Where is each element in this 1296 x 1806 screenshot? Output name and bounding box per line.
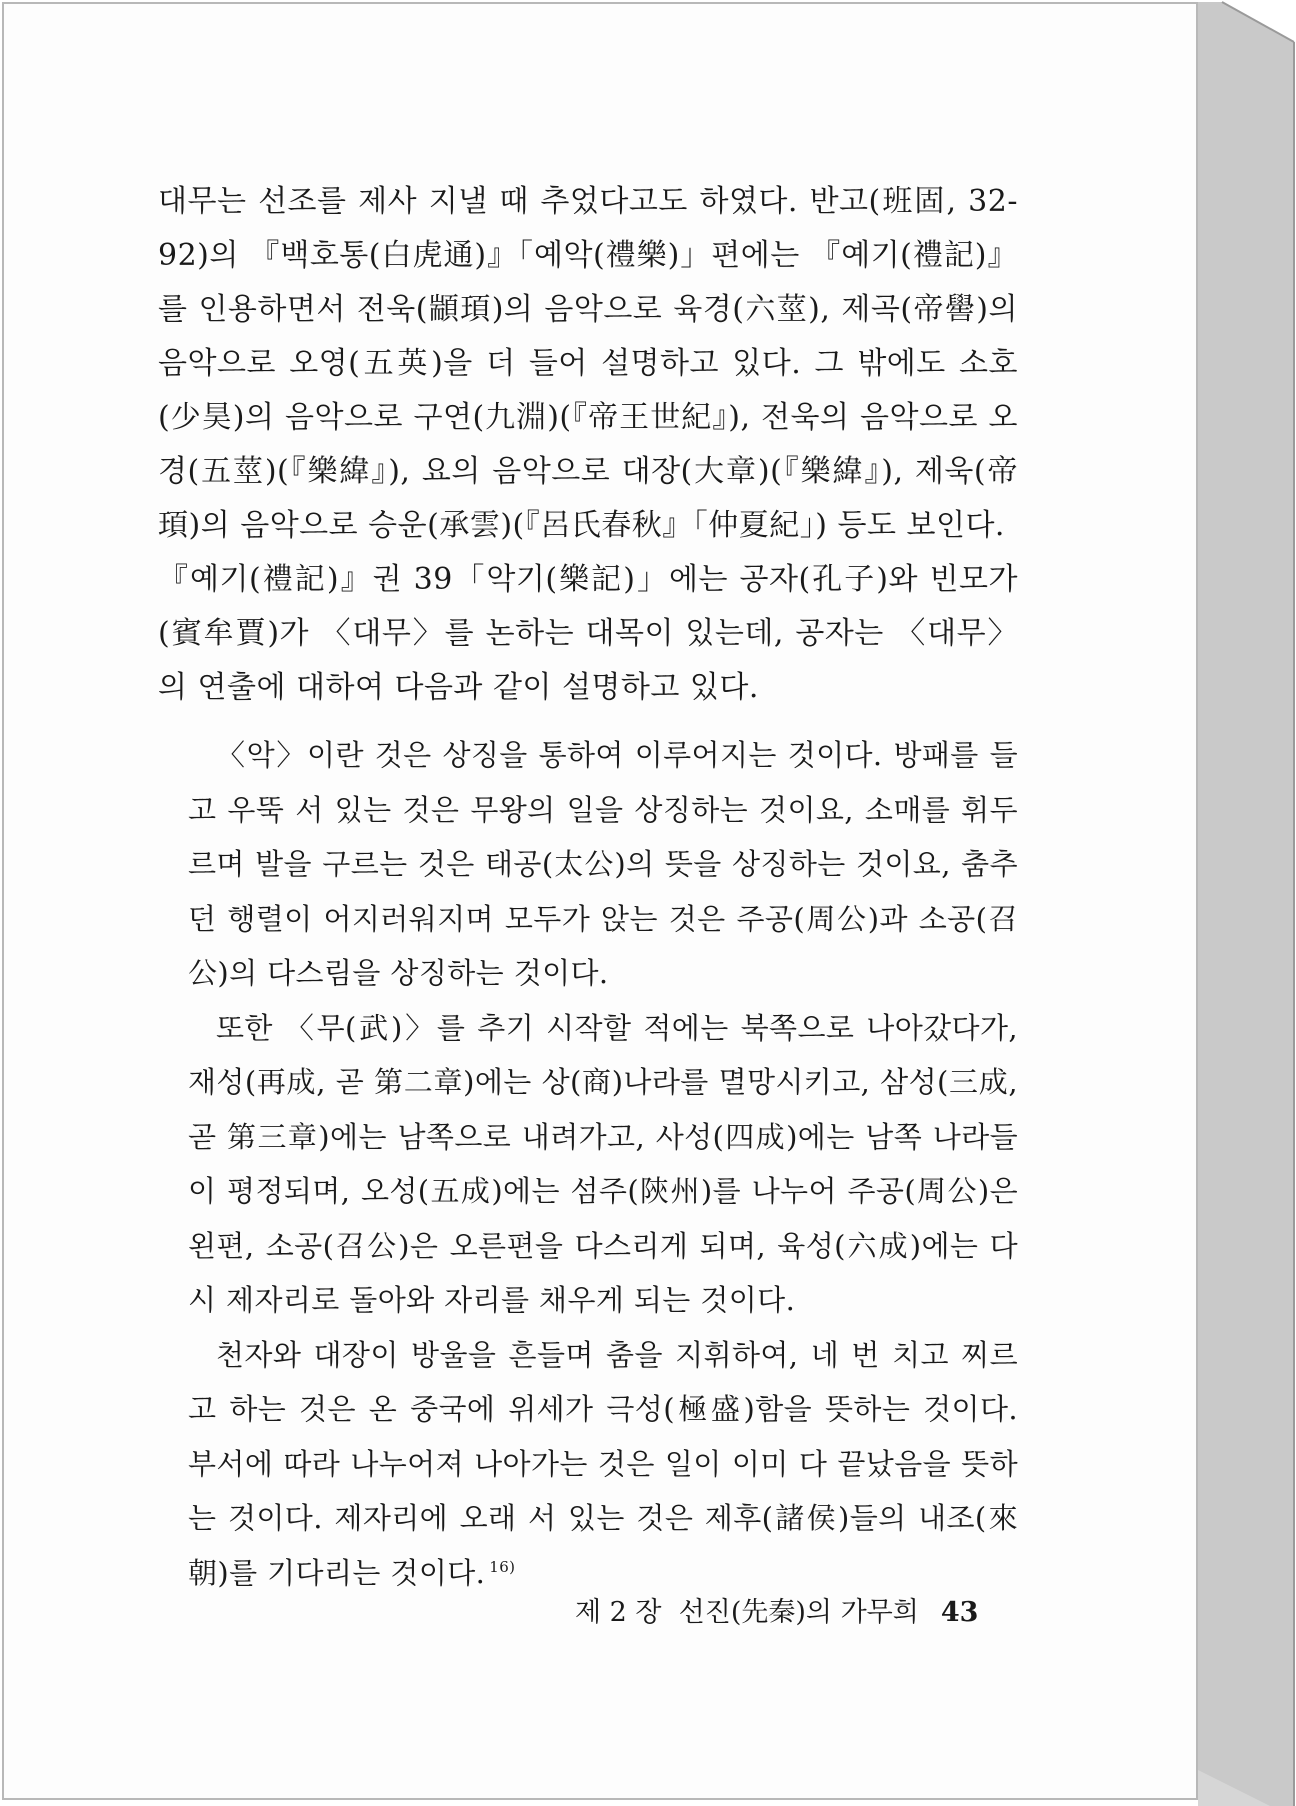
paragraph-1: 대무는 선조를 제사 지낼 때 추었다고도 하였다. 반고(班固, 32-92)의 『백호통(白虎通)』「예악(禮樂)」편에는 『예기(禮記)』를 인용하면서 전욱(顓頊)의 음악으로 육경(六莖), 제곡(帝嚳)의 음악으로 오영(五英)을 더 들어 설명하고 있다. 그 밖에도 소호(少昊)의 음악으로 구연(九淵)(『帝王世紀』), 전욱의 음악으로 오경(五莖)(『樂緯』), 요의 음악으로 대장(大章)(『樂緯』), 제욱(帝頊)의 음악으로 승운(承雲)(『呂氏春秋』「仲夏紀」) 등도 보인다. <box>158 184 1018 543</box>
running-footer <box>575 1590 995 1629</box>
quote-paragraph-1: 〈악〉이란 것은 상징을 통하여 이루어지는 것이다. 방패를 들고 우뚝 서 있는 것은 무왕의 일을 상징하는 것이요, 소매를 휘두르며 발을 구르는 것은 태공(太公)의 뜻을 상징하는 것이요, 춤추던 행렬이 어지러워지며 모두가 앉는 것은 주공(周公)과 소공(召公)의 다스림을 상징하는 것이다. <box>188 738 1018 990</box>
chapter-title: 제 2 장 선진(先秦)의 가무희 <box>575 1597 919 1628</box>
quote-paragraph-2: 또한 〈무(武)〉를 추기 시작할 적에는 북쪽으로 나아갔다가, 재성(再成, 곧 第二章)에는 상(商)나라를 멸망시키고, 삼성(三成, 곧 第三章)에는 남쪽으로 내려가고, 사성(四成)에는 남쪽 나라들이 평정되며, 오성(五成)에는 섬주(陝州)를 나누어 주공(周公)은 왼편, 소공(召公)은 오른편을 다스리게 되며, 육성(六成)에는 다시 제자리로 돌아와 자리를 채우게 되는 것이다. <box>188 1010 1018 1317</box>
paragraph-2: 『예기(禮記)』권 39「악기(樂記)」에는 공자(孔子)와 빈모가(賓牟賈)가 〈대무〉를 논하는 대목이 있는데, 공자는 〈대무〉의 연출에 대하여 다음과 같이 설명하고 있다. <box>158 562 1018 705</box>
quote-paragraph-3 <box>188 1328 1018 1601</box>
quote-paragraph-3-text: 천자와 대장이 방울을 흔들며 춤을 지휘하여, 네 번 치고 찌르고 하는 것은 온 중국에 위세가 극성(極盛)함을 뜻하는 것이다. 부서에 따라 나누어져 나아가는 것은 일이 이미 다 끝났음을 뜻하는 것이다. 제자리에 오래 서 있는 것은 제후(諸侯)들의 내조(來朝)를 기다리는 것이다. <box>188 1337 1018 1590</box>
page-number: 43 <box>940 1597 979 1628</box>
footnote-marker[interactable]: 16) <box>489 1557 516 1576</box>
body-text <box>158 175 1018 715</box>
quotation-block <box>188 728 1018 1600</box>
